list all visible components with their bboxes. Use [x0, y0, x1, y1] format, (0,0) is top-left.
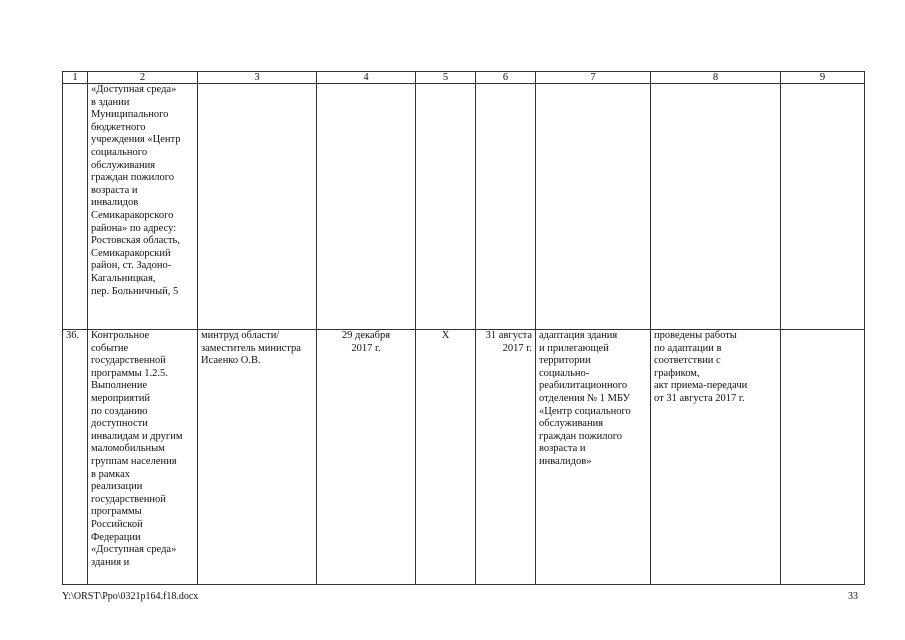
table-cell — [63, 84, 88, 330]
table-cell — [198, 84, 317, 330]
table-cell — [536, 84, 651, 330]
table-row — [63, 84, 865, 330]
table-cell: Контрольное событие государственной программы 1.2.5. Выполнение мероприятий по созданию доступности инвалидам и другим маломобильным группам населения в рамках реализации государственной программы Российской Федерации «Доступная среда» здания и — [88, 330, 198, 585]
table-cell — [476, 84, 536, 330]
page-number: 33 — [848, 591, 858, 602]
column-header: 1 — [63, 72, 88, 84]
table-cell — [317, 84, 416, 330]
planned-date-cell: 29 декабря 2017 г. — [317, 330, 416, 585]
responsible-cell: минтруд области/ заместитель министра Исаенко О.В. — [198, 330, 317, 585]
footer-file-path: Y:\ORST\Ppo\0321p164.f18.docx — [62, 591, 199, 602]
document-table — [62, 71, 865, 585]
column-header: 8 — [651, 72, 781, 84]
column-header: 4 — [317, 72, 416, 84]
table-cell — [651, 84, 781, 330]
column-header: 3 — [198, 72, 317, 84]
row-number-cell: 36. — [63, 330, 88, 585]
table-cell — [781, 84, 865, 330]
status-cell: проведены работы по адаптации в соответствии с графиком, акт приема-передачи от 31 августа 2017 г. — [651, 330, 781, 585]
table-cell — [781, 330, 865, 585]
table-cell: «Доступная среда» в здании Муниципального бюджетного учреждения «Центр социального обслуживания граждан пожилого возраста и инвалидов Семикаракорского района» по адресу: Ростовская область, Семикаракорский район, ст. Задоно- Кагальницкая, пер. Больничный, 5 — [88, 84, 198, 330]
column-header: 7 — [536, 72, 651, 84]
column-header: 9 — [781, 72, 865, 84]
header-row — [63, 72, 865, 84]
table-cell: Х — [416, 330, 476, 585]
actual-date-cell: 31 августа 2017 г. — [476, 330, 536, 585]
table-row — [63, 330, 865, 585]
column-header: 6 — [476, 72, 536, 84]
column-header: 5 — [416, 72, 476, 84]
result-cell: адаптация здания и прилегающей территории социально- реабилитационного отделения № 1 МБУ «Центр социального обслуживания граждан пожилого возраста и инвалидов» — [536, 330, 651, 585]
column-header: 2 — [88, 72, 198, 84]
table-cell — [416, 84, 476, 330]
